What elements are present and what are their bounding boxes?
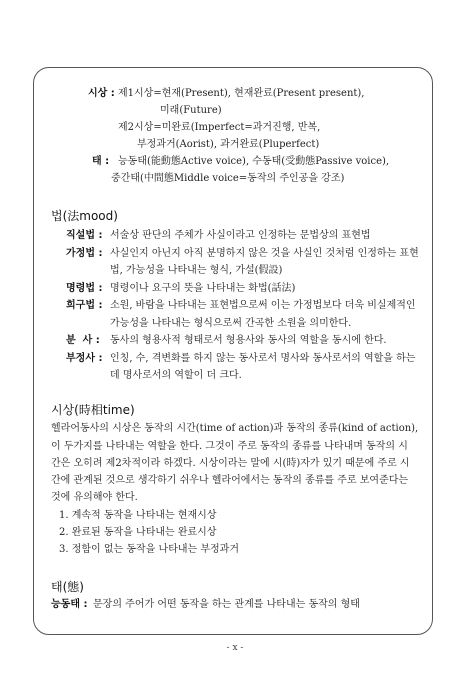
mood-desc: 명령이나 요구의 뜻을 나타내는 화법(話法): [110, 283, 296, 294]
tense-line: 제2시상=미완료(Imperfect=과거진행, 반복,: [118, 122, 321, 133]
tense-paragraph-line: 헬라어동사의 시상은 동작의 시간(time of action)과 동작의 종류(kind of action),: [51, 423, 419, 434]
mood-desc: 동사의 형용사적 형태로서 형용사와 동사의 역할을 동시에 한다.: [110, 335, 387, 346]
mood-desc: 인칭, 수, 격변화를 하지 않는 동사로서 명사와 동사로서의 역할을 하는: [110, 353, 416, 364]
mood-desc: 가능성을 나타내는 형식으로써 간곡한 소원을 의미한다.: [110, 318, 352, 329]
mood-term: 가정법 :: [66, 248, 103, 259]
tense-paragraph-line: 이 두가지를 나타내는 역할을 한다. 그것이 주로 동작의 종류를 나타내며 동작의 시: [51, 441, 408, 452]
tense-list-item: 2. 완료된 동작을 나타내는 완료시상: [59, 527, 217, 538]
mood-term: 명령법 :: [66, 283, 103, 294]
voice-term: 능동태 :: [51, 599, 88, 610]
tense-line: 부정과거(Aorist), 과거완료(Pluperfect): [137, 139, 320, 150]
tense-paragraph-line: 것에 유의해야 한다.: [51, 492, 138, 503]
mood-desc: 법, 가능성을 나타내는 형식, 가설(假設): [110, 265, 283, 276]
tense-paragraph-line: 간은 오히려 제2차적이라 하겠다. 시상이라는 말에 시(時)자가 있기 때문에 주로 시: [51, 458, 410, 469]
mood-term: 직설법 :: [66, 230, 103, 241]
tense-line: 미래(Future): [160, 105, 222, 116]
mood-heading: 법(法mood): [51, 209, 118, 223]
tense-paragraph-line: 간에 관계된 것으로 생각하기 쉬우나 헬라어에서는 동작의 종류를 주로 보여준다는: [51, 475, 409, 486]
mood-term: 희구법 :: [66, 300, 103, 311]
tense-heading: 시상(時相time): [51, 403, 135, 417]
voice-label: 태 :: [92, 156, 110, 167]
mood-desc: 소원, 바람을 나타내는 표현법으로써 이는 가정법보다 더욱 비실제적인: [110, 300, 416, 311]
page-number: - x -: [226, 643, 244, 653]
voice-heading: 태(態): [51, 580, 84, 594]
mood-desc: 서술상 판단의 주체가 사실이라고 인정하는 문법상의 표현법: [110, 230, 371, 241]
tense-list-item: 3. 정함이 없는 동작을 나타내는 부정과거: [59, 544, 239, 555]
tense-list-item: 1. 계속적 동작을 나타내는 현재시상: [59, 510, 217, 521]
mood-term: 분 사 :: [66, 335, 100, 346]
voice-line: 능동태(能動態Active voice), 수동태(受動態Passive voice),: [118, 156, 390, 167]
voice-desc: 문장의 주어가 어떤 동작을 하는 관계를 나타내는 동작의 형태: [93, 599, 360, 610]
voice-line: 중간태(中間態Middle voice=동작의 주인공을 강조): [111, 173, 345, 184]
tense-line: 제1시상=현재(Present), 현재완료(Present present),: [118, 88, 365, 99]
mood-desc: 데 명사로서의 역할이 더 크다.: [110, 370, 242, 381]
mood-desc: 사실인지 아닌지 아직 분명하지 않은 것을 사실인 것처럼 인정하는 표현: [110, 248, 419, 259]
tense-label: 시상 :: [88, 88, 115, 99]
mood-term: 부정사 :: [66, 353, 103, 364]
